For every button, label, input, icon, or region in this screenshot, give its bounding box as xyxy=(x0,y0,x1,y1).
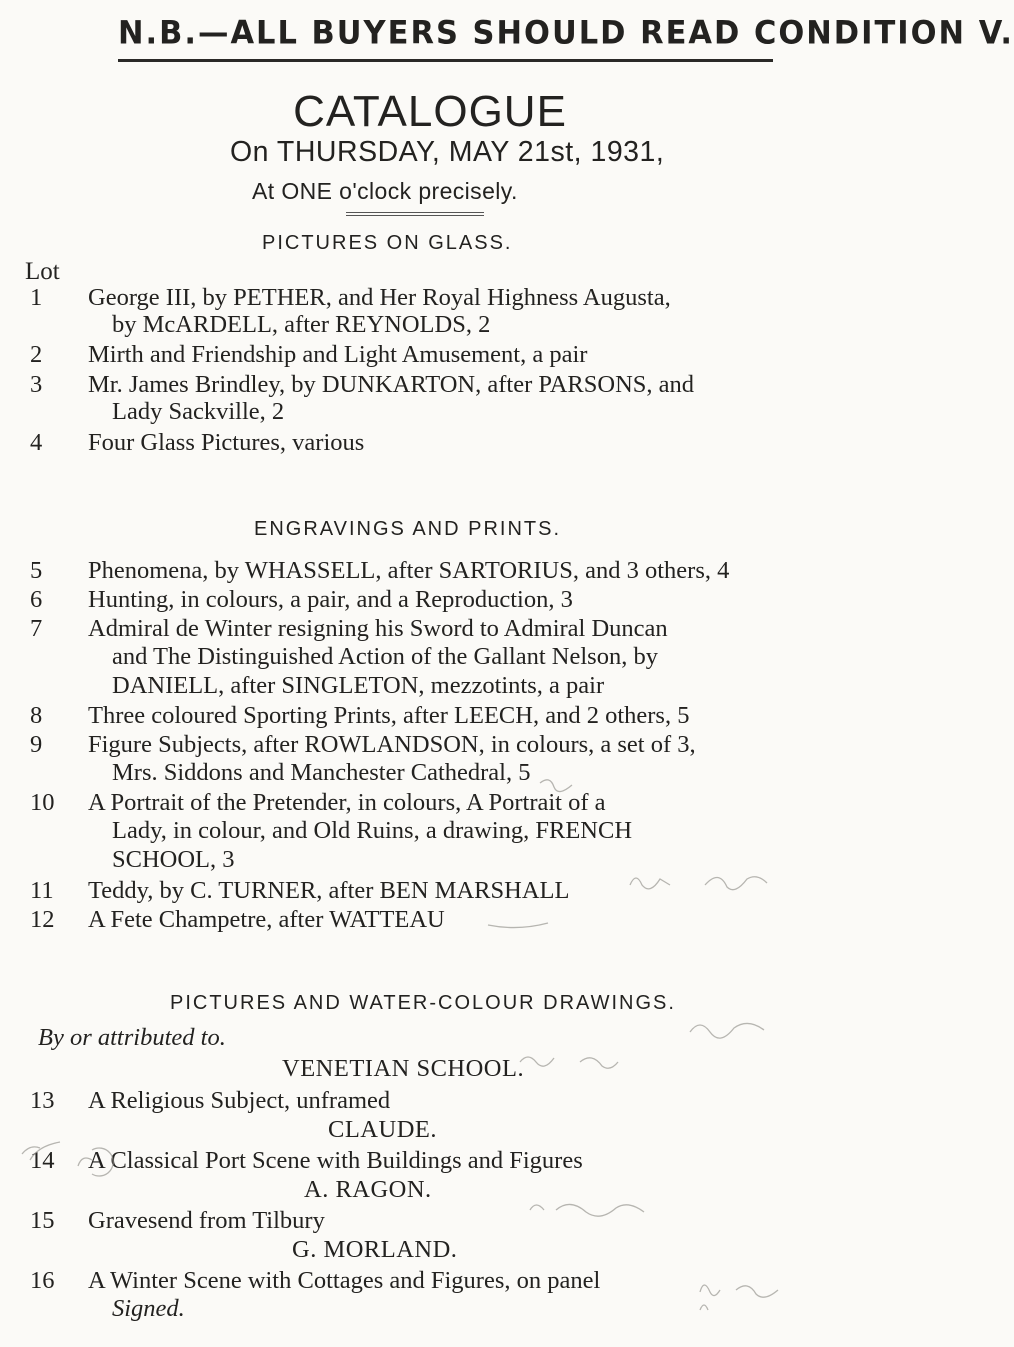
sale-time: At ONE o'clock precisely. xyxy=(252,178,518,204)
lot-description: Gravesend from Tilbury xyxy=(88,1207,325,1234)
lot-artist: G. MORLAND. xyxy=(292,1236,458,1263)
header-rule xyxy=(118,59,773,62)
lot-description: A Portrait of the Pretender, in colours, A Portrait of a xyxy=(88,789,606,816)
pencil-mark xyxy=(630,878,670,889)
lot-number: 16 xyxy=(30,1267,55,1294)
pencil-mark xyxy=(736,1286,778,1297)
lot-number: 8 xyxy=(30,702,43,729)
lot-artist: A. RAGON. xyxy=(304,1176,432,1203)
lot-description-continued: Lady, in colour, and Old Ruins, a drawing, FRENCH xyxy=(112,817,633,844)
lot-description: A Religious Subject, unframed xyxy=(88,1087,391,1114)
lot-column-header: Lot xyxy=(25,258,60,285)
lot-description: Hunting, in colours, a pair, and a Reproduction, 3 xyxy=(88,586,573,613)
sale-date: On THURSDAY, MAY 21st, 1931, xyxy=(230,136,665,168)
lot-number: 2 xyxy=(30,341,43,368)
lot-number: 1 xyxy=(30,284,43,311)
lot-number: 4 xyxy=(30,429,43,456)
lot-description-continued: Signed. xyxy=(112,1295,185,1322)
lot-description: Admiral de Winter resigning his Sword to Admiral Duncan xyxy=(88,615,668,642)
lot-number: 11 xyxy=(30,877,54,904)
section-heading-watercolours: PICTURES AND WATER-COLOUR DRAWINGS. xyxy=(170,992,676,1014)
lot-number: 6 xyxy=(30,586,43,613)
lot-artist: CLAUDE. xyxy=(328,1116,437,1143)
section-heading-glass: PICTURES ON GLASS. xyxy=(262,232,513,254)
lot-description: Figure Subjects, after ROWLANDSON, in colours, a set of 3, xyxy=(88,731,696,758)
pencil-mark xyxy=(520,1057,554,1066)
pencil-mark xyxy=(530,1205,544,1210)
lot-number: 14 xyxy=(30,1147,55,1174)
lot-description: A Winter Scene with Cottages and Figures, on panel xyxy=(88,1267,601,1294)
lot-description-continued: Mrs. Siddons and Manchester Cathedral, 5 xyxy=(112,759,531,786)
lot-description: A Fete Champetre, after WATTEAU xyxy=(88,906,445,933)
lot-description: Phenomena, by WHASSELL, after SARTORIUS, and 3 others, 4 xyxy=(88,557,730,584)
lot-number: 5 xyxy=(30,557,43,584)
lot-description: Three coloured Sporting Prints, after LEECH, and 2 others, 5 xyxy=(88,702,690,729)
lot-description: George III, by PETHER, and Her Royal Highness Augusta, xyxy=(88,284,671,311)
lot-description: Mr. James Brindley, by DUNKARTON, after PARSONS, and xyxy=(88,371,695,398)
lot-number: 9 xyxy=(30,731,43,758)
pencil-mark xyxy=(690,1023,764,1038)
lot-number: 10 xyxy=(30,789,55,816)
lot-description-continued: DANIELL, after SINGLETON, mezzotints, a pair xyxy=(112,672,605,699)
lot-number: 3 xyxy=(30,371,43,398)
section-heading-engravings: ENGRAVINGS AND PRINTS. xyxy=(254,518,562,540)
lot-number: 12 xyxy=(30,906,55,933)
school-label: VENETIAN SCHOOL. xyxy=(282,1055,525,1082)
lot-description-continued: and The Distinguished Action of the Gallant Nelson, by xyxy=(112,643,658,670)
lot-number: 7 xyxy=(30,615,43,642)
lot-number: 13 xyxy=(30,1087,55,1114)
pencil-mark xyxy=(488,923,548,928)
catalogue-title: CATALOGUE xyxy=(293,87,567,136)
pencil-mark xyxy=(556,1204,644,1216)
lot-description: Four Glass Pictures, various xyxy=(88,429,365,456)
lot-description: Mirth and Friendship and Light Amusement, a pair xyxy=(88,341,588,368)
lot-description: A Classical Port Scene with Buildings and Figures xyxy=(88,1147,583,1174)
attribution-label: By or attributed to. xyxy=(38,1024,226,1051)
lot-description-continued: SCHOOL, 3 xyxy=(112,846,235,873)
lot-description-continued: by McARDELL, after REYNOLDS, 2 xyxy=(112,311,491,338)
lot-description: Teddy, by C. TURNER, after BEN MARSHALL xyxy=(88,877,570,904)
lot-description-continued: Lady Sackville, 2 xyxy=(112,398,285,425)
pencil-mark xyxy=(700,1285,720,1296)
title-divider xyxy=(346,212,484,216)
pencil-mark xyxy=(705,877,767,890)
pencil-mark xyxy=(700,1305,708,1310)
pencil-mark xyxy=(580,1058,618,1068)
lot-number: 15 xyxy=(30,1207,55,1234)
conditions-notice: N.B.—ALL BUYERS SHOULD READ CONDITION V. xyxy=(118,15,1014,52)
